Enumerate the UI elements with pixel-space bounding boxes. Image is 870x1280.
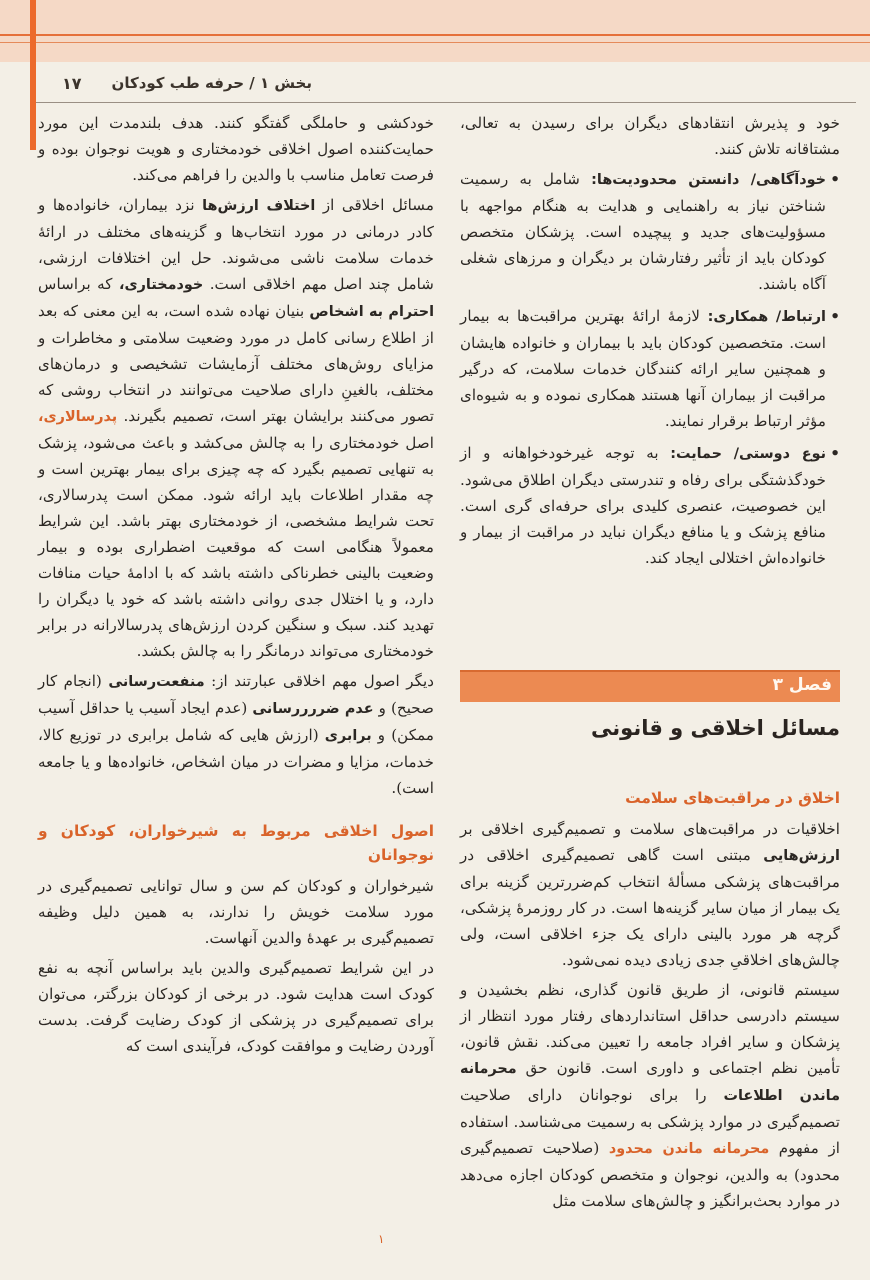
page-number: ۱۷ <box>62 74 82 93</box>
orange-term: محرمانه ماندن محدود <box>608 1141 770 1157</box>
bold-term: محرمانه ماندن اطلاعات <box>460 1061 840 1104</box>
paragraph: در این شرایط تصمیم‌گیری والدین باید براساس آنچه به نفع کودک است هدایت شود. در برخی از کودکان بزرگتر، می‌توان برای تصمیم‌گیری در پزشکی از کودک رضایت گرفت. بدست آوردن رضایت و موافقت کودک، فرآیندی است که <box>38 959 434 1055</box>
bullet-icon: • <box>830 307 840 325</box>
bullet-altruism <box>460 440 840 571</box>
bullet-icon: • <box>830 170 840 188</box>
orange-term: پدرسالاری، <box>38 409 118 425</box>
chapter-title: مسائل اخلاقی و قانونی <box>591 716 840 740</box>
text: (عدم ایجاد آسیب یا حداقل آسیب ممکن) و <box>38 699 434 744</box>
bold-term: منفعت‌رسانی <box>108 674 205 690</box>
text: را برای نوجوانان دارای صلاحیت تصمیم‌گیری در موارد پزشکی به رسمیت می‌شناسد. استفاده از مفهوم <box>460 1086 840 1157</box>
running-head: بخش ۱ / حرفه طب کودکان <box>111 74 312 92</box>
text: مبتنی است گاهی تصمیم‌گیری اخلاقی در مراقبت‌های پزشکی مسألهٔ انتخاب کم‌ضررترین گزینه برای یک بیمار از میان سایر گزینه‌ها است. در کار روزمرهٔ پزشکی، گرچه هر مورد بالینی دارای یک جزء اخلاقی است، ولی چالش‌های اخلاقیِ جدی زیادی دیده نمی‌شود. <box>460 846 840 969</box>
paragraph <box>460 816 840 973</box>
text: اصل خودمختاری را به چالش می‌کشد و باعث می‌شود، پزشک به تنهایی تصمیم بگیرد که چه چیزی برای بیمار بهترین است و چه مقدار اطلاعات باید ارائه شود. ممکن است پدرسالاری، تحت شرایط مشخصی، از خودمختاری بهتر باشد. این شرایط معمولاً هنگامی است که موقعیت اضطراری بوده و بیمار وضعیت بالینی خطرناکی داشته باشد که با ادامهٔ حیات منافات دارد، و یا اختلال جدی روانی داشته باشد که خود یا دیگران را تهدید کند. سبک و سنگین کردن ارزش‌های پدرسالارانه در برابر خودمختاری می‌تواند درمانگر را به چالش بکشد. <box>38 434 434 660</box>
section-heading: اخلاق در مراقبت‌های سلامت <box>625 789 840 807</box>
chapter-bar <box>460 670 840 702</box>
text: بنیان نهاده شده است، به این معنی که بعد از اطلاع رسانی کامل در مورد وضعیت سلامتی و مخاطرات و مزایای روش‌های مختلف آزمایشات تشخیصی و درمان‌های مختلف، بالغینِ دارای صلاحیت می‌توانند در انتخاب روشی که تصور می‌کنند برایشان بهتر است، تصمیم بگیرند. <box>38 302 434 425</box>
top-color-band <box>0 0 870 62</box>
paragraph: خودکشی و حاملگی گفتگو کنند. هدف بلندمدت این مورد حمایت‌کننده اصول اخلاقی خودمختاری و هویت نوجوان بوده و فرصت تعامل مناسب با والدین را فراهم می‌کند. <box>38 114 434 184</box>
footer-mark: ۱ <box>378 1232 385 1246</box>
left-column <box>38 110 434 1063</box>
paragraph <box>38 668 434 801</box>
bold-term: ارزش‌هایی <box>763 848 840 864</box>
chapter-label: فصل ۳ <box>772 675 832 695</box>
header-divider <box>36 102 856 103</box>
bullet-term: خودآگاهی/ دانستن محدودیت‌ها: <box>591 172 826 188</box>
paragraph: شیرخواران و کودکان کم سن و سال توانایی تصمیم‌گیری در مورد سلامت خویش را ندارند، به همین دلیل وظیفه تصمیم‌گیری بر عهدهٔ والدین آنهاست. <box>38 877 434 947</box>
text: نزد بیماران، خانواده‌ها و کادر درمانی در مورد انتخاب‌ها و گزینه‌های مختلف در ارائهٔ خدمات سلامت ناشی می‌شوند. حل این اختلافات ارزشی، شامل چند اصل مهم اخلاقی است. <box>38 196 434 293</box>
bullet-term: نوع دوستی/ حمایت: <box>670 446 826 462</box>
text: (ارزش هایی که شامل برابری در توزیع کالا، خدمات، مزایا و مضرات در میان اشخاص، خانواده‌ها و یا جامعه است). <box>38 726 434 797</box>
bold-term: خودمختاری، <box>118 277 204 293</box>
bullet-text: شامل به رسمیت شناختن نیاز به راهنمایی و هدایت به هنگام مواجهه با مسؤولیت‌های جدید و پیچیده است. پزشکان متخصص کودکان باید از تأثیر رفتارشان بر دیگران و مرزهای شغلی آگاه باشند. <box>460 170 826 293</box>
bullet-term: ارتباط/ همکاری: <box>707 309 826 325</box>
paragraph <box>38 192 434 664</box>
text: (انجام کار صحیح) و <box>38 672 434 717</box>
bold-term: عدم ضررررسانی <box>252 701 374 717</box>
text: که براساس <box>38 275 119 293</box>
text: (صلاحیت تصمیم‌گیری محدود) به والدین، نوجوان و متخصص کودکان اجازه می‌دهد در موارد بحث‌برانگیز و چالش‌های سلامت مثل <box>460 1139 840 1210</box>
right-column-top <box>460 110 840 577</box>
text: اخلاقیات در مراقبت‌های سلامت و تصمیم‌گیری اخلاقی بر <box>460 820 840 838</box>
bullet-text: لازمهٔ ارائهٔ بهترین مراقبت‌ها به بیمار است. متخصصین کودکان باید با بیماران و خانواده هایشان و همچنین سایر ارائه کنندگان خدمات سلامت، که درگیر مراقبت از بیماران آنها هستند همکاری نموده و به شیوه‌ای مؤثر ارتباط برقرار نمایند. <box>460 307 826 430</box>
text: دیگر اصول مهم اخلاقی عبارتند از: <box>204 672 434 690</box>
header-rule-thin <box>0 42 870 43</box>
text: سیستم قانونی، از طریق قانون گذاری، نظم بخشیدن و سیستم دادرسی حداقل استانداردهای رفتار مورد انتظار از پزشکان و سایر افراد جامعه را تعیین می‌کند. نقش قانون، تأمین نظم اجتماعی و داوری است. قانون حق <box>460 981 840 1077</box>
bullet-self-awareness <box>460 166 840 297</box>
paragraph <box>460 977 840 1214</box>
bullet-icon: • <box>830 444 840 462</box>
bold-term: احترام به اشخاص <box>309 304 435 320</box>
paragraph: خود و پذیرش انتقادهای دیگران برای رسیدن به تعالی، مشتاقانه تلاش کنند. <box>460 114 840 158</box>
bold-term: برابری <box>324 728 372 744</box>
bold-term: اختلاف ارزش‌ها <box>202 198 316 214</box>
right-column-bottom <box>460 786 840 1218</box>
text: مسائل اخلاقی از <box>315 196 434 214</box>
bullet-text: به توجه غیرخودخواهانه و از خودگذشتگی برای رفاه و تندرستی دیگران اطلاق می‌شود. این خصوصیت، عنصری کلیدی برای حرفه‌ای گری است. منافع پزشک و یا منافع دیگران نباید در مراقبت از بیمار و خانواده‌اش اختلالی ایجاد کند. <box>460 444 826 567</box>
section-heading: اصول اخلاقی مربوط به شیرخواران، کودکان و نوجوانان <box>38 822 434 864</box>
header-rule-orange <box>0 34 870 36</box>
bullet-communication <box>460 303 840 434</box>
left-accent-bar <box>30 0 36 150</box>
